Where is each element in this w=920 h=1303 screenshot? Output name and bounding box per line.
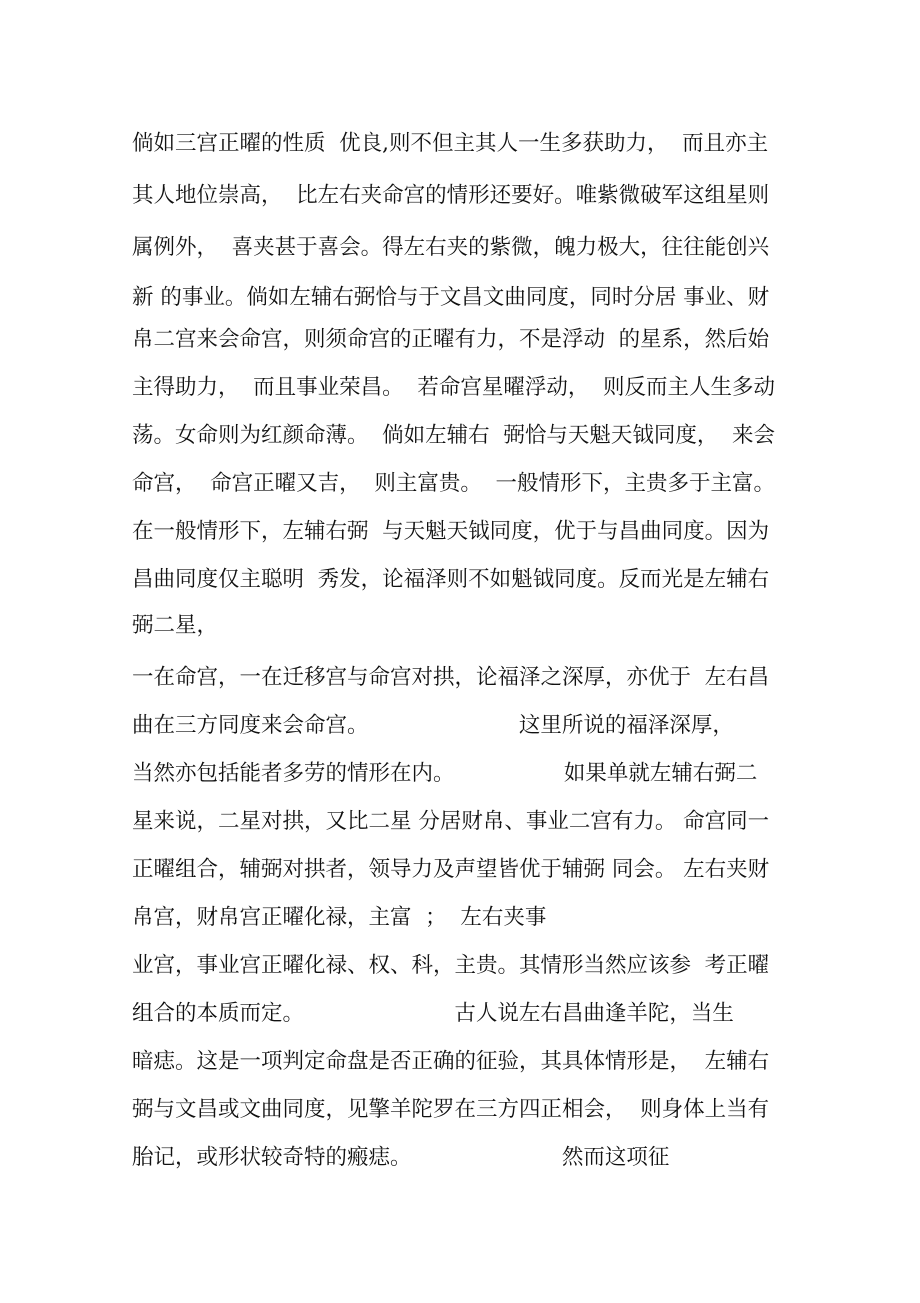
text-line: 帛宫，财帛宫正曜化禄，主富 ； 左右夹事 — [132, 905, 547, 930]
text-line: 星来说，二星对拱，又比二星 分居财帛、事业二宫有力。 命宫同一 — [132, 809, 770, 834]
text-line: 当然亦包括能者多劳的情形在内。 如果单就左辅右弼二 — [132, 761, 758, 786]
text-line: 其人地位崇高， 比左右夹命宫的情形还要好。唯紫微破军这组星则 — [132, 183, 770, 208]
text-line: 胎记，或形状较奇特的瘢痣。 然而这项征 — [132, 1145, 670, 1170]
text-line: 业宫，事业宫正曜化禄、权、科，主贵。其情形当然应该参 考正曜 — [132, 953, 770, 978]
text-line: 帛二宫来会命宫，则须命宫的正曜有力，不是浮动 的星系，然后始 — [132, 327, 770, 352]
text-line: 一在命宫，一在迁移宫与命宫对拱，论福泽之深厚，亦优于 左右昌 — [132, 665, 770, 690]
text-line: 曲在三方同度来会命宫。 这里所说的福泽深厚， — [132, 713, 734, 738]
text-line: 倘如三宫正曜的性质 优良,则不但主其人一生多获助力， 而且亦主 — [132, 131, 769, 156]
text-line: 命宫， 命宫正曜又吉， 则主富贵。 一般情形下，主贵多于主富。 — [132, 471, 776, 496]
text-line: 主得助力， 而且事业荣昌。 若命宫星曜浮动， 则反而主人生多动 — [132, 375, 776, 400]
text-line: 弼二星， — [132, 613, 219, 638]
text-line: 正曜组合，辅弼对拱者，领导力及声望皆优于辅弼 同会。 左右夹财 — [132, 857, 770, 882]
text-line: 组合的本质而定。 古人说左右昌曲逢羊陀，当生 — [132, 1001, 734, 1026]
text-line: 在一般情形下，左辅右弼 与天魁天钺同度，优于与昌曲同度。因为 — [132, 519, 770, 544]
text-line: 荡。女命则为红颜命薄。 倘如左辅右 弼恰与天魁天钺同度， 来会 — [132, 423, 776, 448]
text-line: 属例外， 喜夹甚于喜会。得左右夹的紫微，魄力极大，往往能创兴 — [132, 235, 770, 260]
text-line: 弼与文昌或文曲同度，见擎羊陀罗在三方四正相会， 则身体上当有 — [132, 1097, 770, 1122]
text-line: 昌曲同度仅主聪明 秀发，论福泽则不如魁钺同度。反而光是左辅右 — [132, 567, 770, 592]
text-line: 新 的事业。倘如左辅右弼恰与于文昌文曲同度，同时分居 事业、财 — [132, 285, 770, 310]
text-line: 暗痣。这是一项判定命盘是否正确的征验，其具体情形是， 左辅右 — [132, 1049, 770, 1074]
